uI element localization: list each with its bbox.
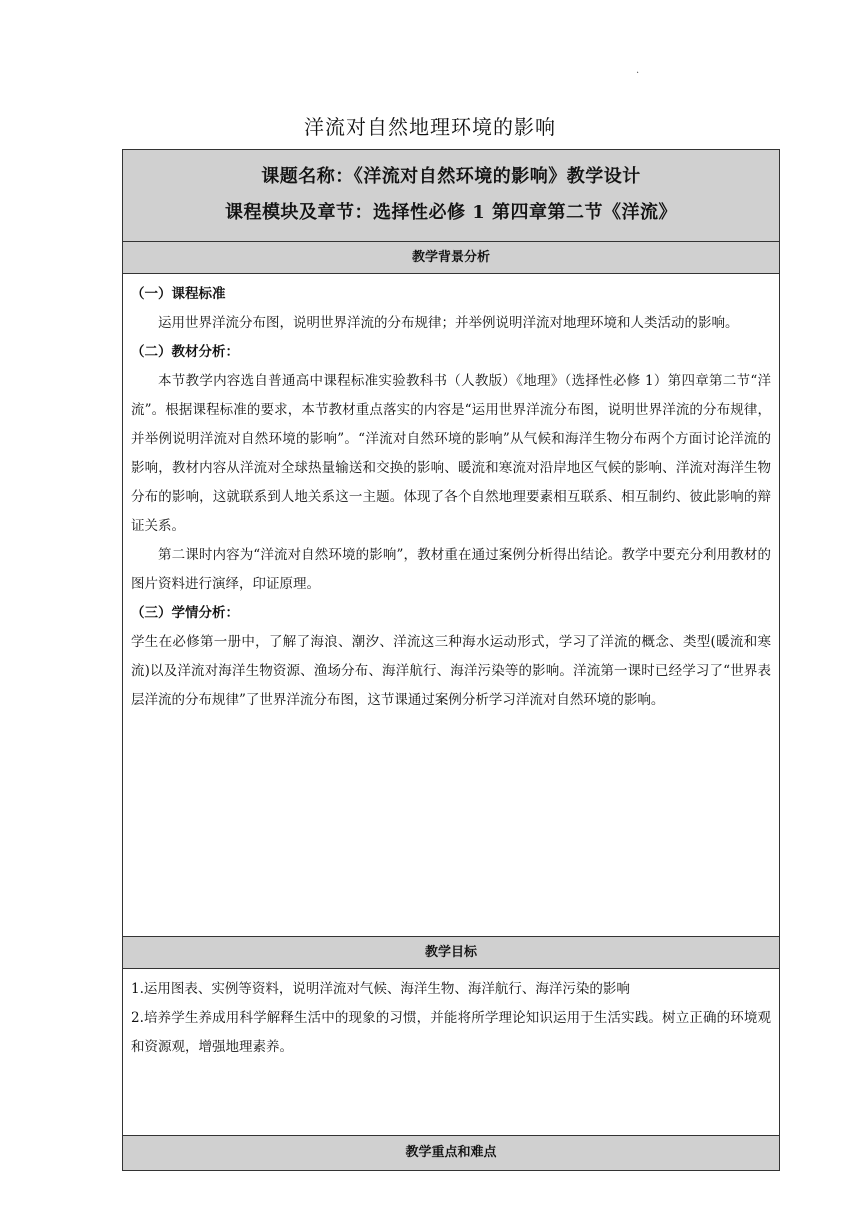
- standard-heading: （一）课程标准: [131, 286, 226, 302]
- corner-dot: .: [636, 65, 640, 76]
- key-points-heading: 教学重点和难点: [123, 1136, 779, 1170]
- course-module: 课程模块及章节：选择性必修 1 第四章第二节《洋流》: [224, 202, 678, 223]
- lesson-plan-table: [122, 149, 780, 1171]
- students-heading: （三）学情分析：: [131, 605, 239, 621]
- goal-item-1: 1.运用图表、实例等资料，说明洋流对气候、海洋生物、海洋航行、海洋污染的影响: [131, 981, 630, 997]
- goals-heading: 教学目标: [123, 937, 779, 969]
- document-title: 洋流对自然地理环境的影响: [304, 115, 556, 139]
- goal-item-2: 2.培养学生养成用科学解释生活中的现象的习惯，并能将所学理论知识运用于生活实践。树立正确的环境观和资源观，增强地理素养。: [131, 1010, 771, 1055]
- background-heading: 教学背景分析: [123, 242, 779, 274]
- students-text: 学生在必修第一册中，了解了海浪、潮汐、洋流这三种海水运动形式，学习了洋流的概念、类型(暖流和寒流)以及洋流对海洋生物资源、渔场分布、海洋航行、海洋污染等的影响。洋流第一课时已经学习了“世界表层洋流的分布规律”了世界洋流分布图，这节课通过案例分析学习洋流对自然环境的影响。: [131, 634, 771, 708]
- goals-content: [123, 969, 779, 1136]
- textbook-paragraph-1: 本节教学内容选自普通高中课程标准实验教科书（人教版）《地理》（选择性必修 1）第四章第二节“洋流”。根据课程标准的要求，本节教材重点落实的内容是“运用世界洋流分布图，说明世界洋流的分布规律，并举例说明洋流对自然环境的影响”。“洋流对自然环境的影响”从气候和海洋生物分布两个方面讨论洋流的影响，教材内容从洋流对全球热量输送和交换的影响、暖流和寒流对沿岸地区气候的影响、洋流对海洋生物分布的影响，这就联系到人地关系这一主题。体现了各个自然地理要素相互联系、相互制约、彼此影响的辩证关系。: [131, 373, 771, 534]
- course-title: 课题名称：《洋流对自然环境的影响》教学设计: [261, 166, 641, 187]
- standard-text: 运用世界洋流分布图，说明世界洋流的分布规律；并举例说明洋流对地理环境和人类活动的影响。: [158, 315, 739, 331]
- textbook-heading: （二）教材分析：: [131, 344, 239, 360]
- textbook-paragraph-2: 第二课时内容为“洋流对自然环境的影响”，教材重在通过案例分析得出结论。教学中要充分利用教材的图片资料进行演绎，印证原理。: [131, 547, 771, 592]
- course-header: [123, 150, 779, 242]
- background-content: [123, 274, 779, 937]
